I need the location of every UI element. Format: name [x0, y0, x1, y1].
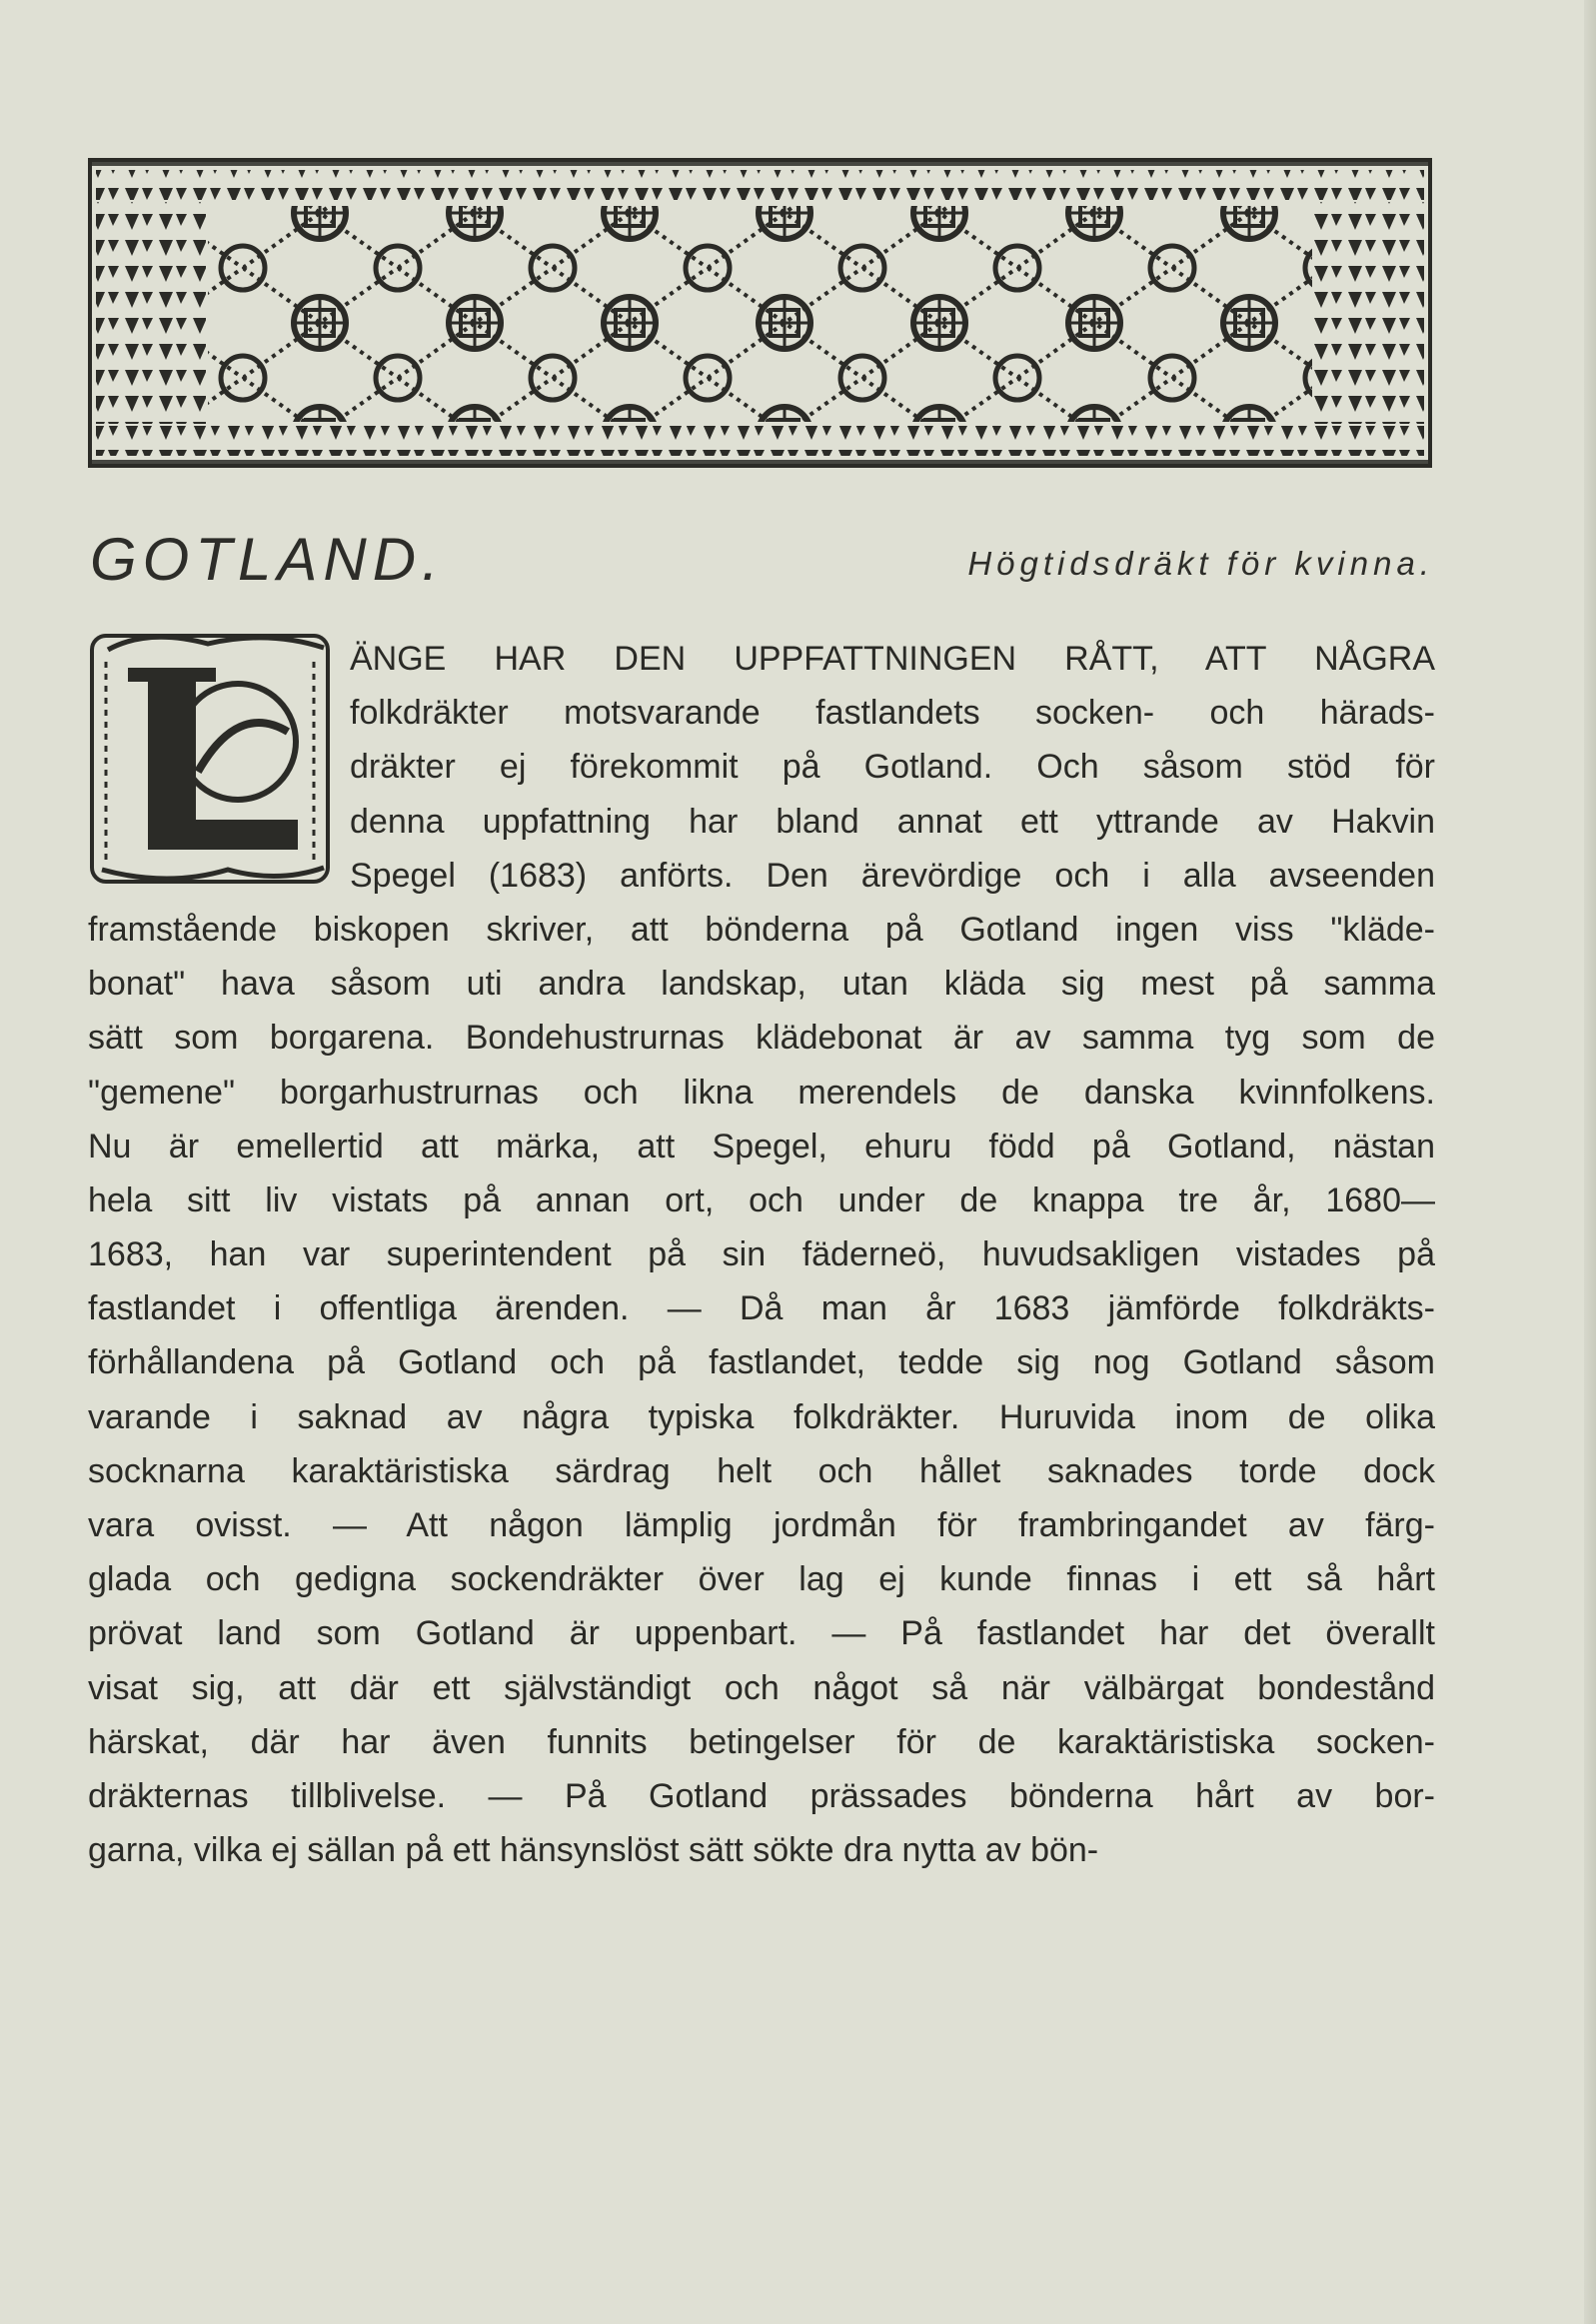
text-line: visat sig, att där ett självständigt och något så när välbärgat bondestånd — [88, 1668, 1435, 1707]
text-line: bonat" hava såsom uti andra landskap, utan kläda sig mest på samma — [88, 965, 1435, 1004]
text-line: fastlandet i offentliga ärenden. — Då man år 1683 jämförde folkdräkts- — [88, 1289, 1435, 1328]
text-line: 1683, han var superintendent på sin fäderneö, huvudsakligen vistades på — [88, 1235, 1435, 1274]
text-line: folkdräkter motsvarande fastlandets socken- och härads- — [350, 694, 1435, 733]
text-line: Nu är emellertid att märka, att Spegel, ehuru född på Gotland, nästan — [88, 1127, 1435, 1165]
text-line: garna, vilka ej sällan på ett hänsynslöst sätt sökte dra nytta av bön- — [88, 1831, 1099, 1870]
text-line: sätt som borgarena. Bondehustrurnas klädebonat är av samma tyg som de — [88, 1019, 1435, 1058]
text-line: "gemene" borgarhustrurnas och likna merendels de danska kvinnfolkens. — [88, 1073, 1435, 1112]
text-line: Spegel (1683) anförts. Den ärevördige och i alla avseenden — [350, 856, 1435, 895]
text-line: prövat land som Gotland är uppenbart. — På fastlandet har det överallt — [88, 1614, 1435, 1653]
text-line: socknarna karaktäristiska särdrag helt och hållet saknades torde dock — [88, 1451, 1435, 1490]
text-line: denna uppfattning har bland annat ett yttrande av Hakvin — [350, 802, 1435, 841]
text-line: härskat, där har även funnits betingelser för de karaktäristiska socken- — [88, 1722, 1435, 1761]
text-line: vara ovisst. — Att någon lämplig jordmån för frambringandet av färg- — [88, 1506, 1435, 1544]
text-line: ÄNGE HAR DEN UPPFATTNINGEN RÅTT, ATT NÅGRA — [350, 640, 1435, 678]
page-subtitle: Högtidsdräkt för kvinna. — [967, 545, 1434, 582]
page-title: GOTLAND. — [90, 526, 445, 593]
text-line: hela sitt liv vistats på annan ort, och under de knappa tre år, 1680— — [88, 1180, 1435, 1219]
text-line: framstående biskopen skriver, att bönderna på Gotland ingen viss "kläde- — [88, 910, 1435, 949]
page-edge — [1584, 0, 1596, 2324]
text-line: dräkter ej förekommit på Gotland. Och såsom stöd för — [350, 748, 1435, 787]
embroidery-pattern-banner-icon — [88, 158, 1432, 468]
text-line: varande i saknad av några typiska folkdräkter. Huruvida inom de olika — [88, 1397, 1435, 1436]
text-line: förhållandena på Gotland och på fastlandet, tedde sig nog Gotland såsom — [88, 1343, 1435, 1382]
text-line: glada och gedigna sockendräkter över lag ej kunde finnas i ett så hårt — [88, 1560, 1435, 1599]
body-text — [88, 632, 1435, 1877]
heading-row — [90, 520, 1434, 600]
text-line: dräkternas tillblivelse. — På Gotland prässades bönderna hårt av bor- — [88, 1776, 1435, 1815]
